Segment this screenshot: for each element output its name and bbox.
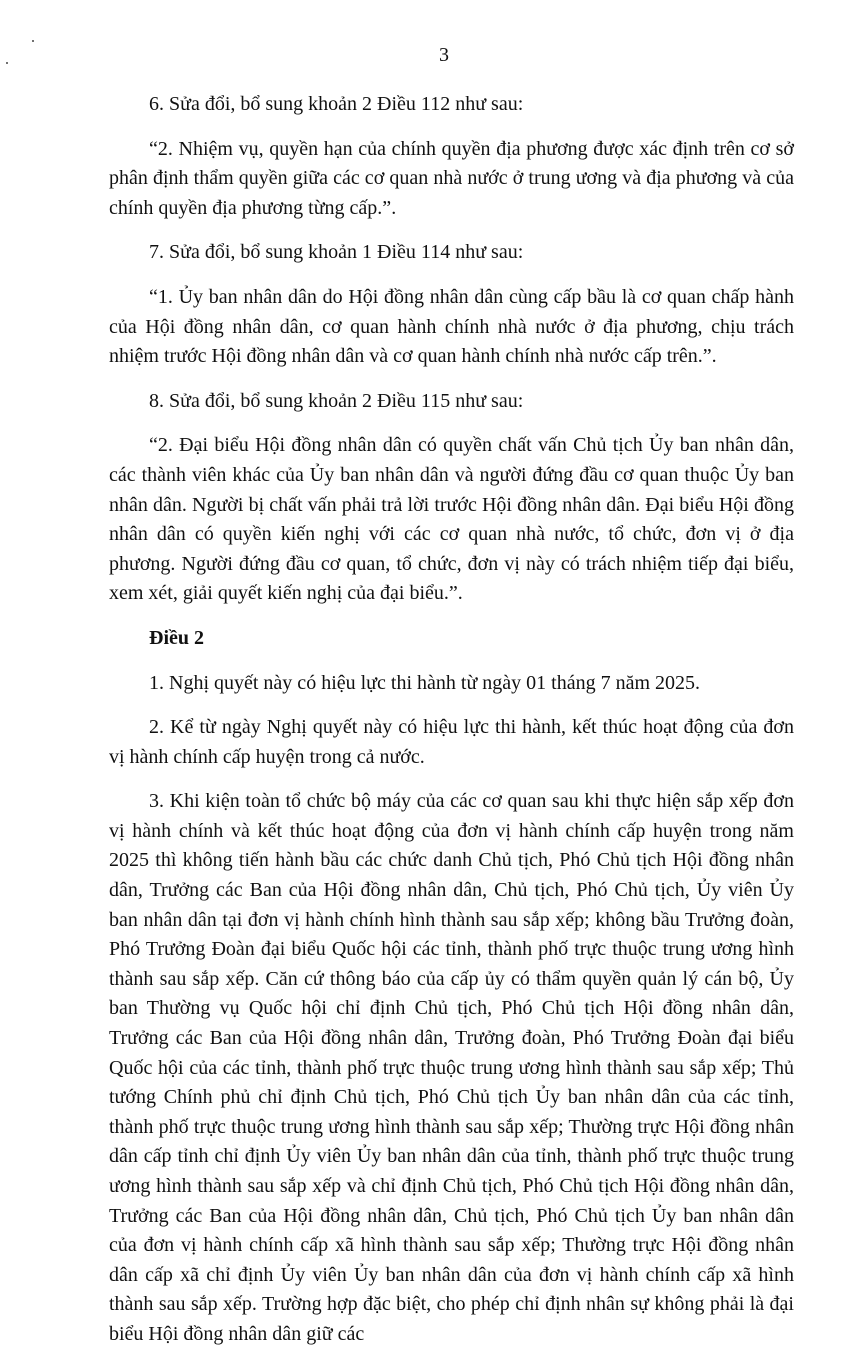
article2-clause-1: 1. Nghị quyết này có hiệu lực thi hành từ ngày 01 tháng 7 năm 2025. <box>149 671 701 694</box>
amendment-6-text: “2. Nhiệm vụ, quyền hạn của chính quyền địa phương được xác định trên cơ sở phân định thẩm quyền giữa các cơ quan nhà nước ở trung ương và địa phương và của chính quyền địa phương từng cấp.”. <box>109 137 794 219</box>
scan-speck <box>32 40 34 42</box>
page-number: 3 <box>439 44 449 66</box>
document-body <box>109 90 794 1365</box>
amendment-8-intro: 8. Sửa đổi, bổ sung khoản 2 Điều 115 như sau: <box>149 389 524 412</box>
amendment-8-text: “2. Đại biểu Hội đồng nhân dân có quyền chất vấn Chủ tịch Ủy ban nhân dân, các thành viên khác của Ủy ban nhân dân và người đứng đầu cơ quan thuộc Ủy ban nhân dân. Người bị chất vấn phải trả lời trước Hội đồng nhân dân. Đại biểu Hội đồng nhân dân có quyền kiến nghị với các cơ quan nhà nước, tổ chức, đơn vị ở địa phương. Người đứng đầu cơ quan, tổ chức, đơn vị này có trách nhiệm tiếp đại biểu, xem xét, giải quyết kiến nghị của đại biểu.”. <box>109 434 794 605</box>
amendment-7-text: “1. Ủy ban nhân dân do Hội đồng nhân dân cùng cấp bầu là cơ quan chấp hành của Hội đồng nhân dân, cơ quan hành chính nhà nước ở địa phương, chịu trách nhiệm trước Hội đồng nhân dân và cơ quan hành chính nhà nước cấp trên.”. <box>109 285 794 368</box>
article2-clause-2: 2. Kể từ ngày Nghị quyết này có hiệu lực thi hành, kết thúc hoạt động của đơn vị hành chính cấp huyện trong cả nước. <box>109 716 794 768</box>
amendment-7-intro: 7. Sửa đổi, bổ sung khoản 1 Điều 114 như sau: <box>149 241 524 264</box>
amendment-6-intro: 6. Sửa đổi, bổ sung khoản 2 Điều 112 như sau: <box>149 93 524 115</box>
article-heading: Điều 2 <box>149 626 204 649</box>
article2-clause-3: 3. Khi kiện toàn tổ chức bộ máy của các cơ quan sau khi thực hiện sắp xếp đơn vị hành chính và kết thúc hoạt động của đơn vị hành chính cấp huyện trong năm 2025 thì không tiến hành bầu các chức danh Chủ tịch, Phó Chủ tịch Hội đồng nhân dân, Trưởng các Ban của Hội đồng nhân dân, Chủ tịch, Phó Chủ tịch, Ủy viên Ủy ban nhân dân tại đơn vị hành chính hình thành sau sắp xếp; không bầu Trưởng đoàn, Phó Trưởng Đoàn đại biểu Quốc hội các tỉnh, thành phố trực thuộc trung ương hình thành sau sắp xếp. Căn cứ thông báo của cấp ủy có thẩm quyền quản lý cán bộ, Ủy ban Thường vụ Quốc hội chỉ định Chủ tịch, Phó Chủ tịch Hội đồng nhân dân, Trưởng các Ban của Hội đồng nhân dân, Trưởng đoàn, Phó Trưởng Đoàn đại biểu Quốc hội của các tỉnh, thành phố trực thuộc trung ương hình thành sau sắp xếp; Thủ tướng Chính phủ chỉ định Chủ tịch, Phó Chủ tịch Ủy ban nhân dân của các tỉnh, thành phố trực thuộc trung ương hình thành sau sắp xếp; Thường trực Hội đồng nhân dân cấp tỉnh chỉ định Ủy viên Ủy ban nhân dân của tỉnh, thành phố trực thuộc trung ương hình thành sau sắp xếp và chỉ định Chủ tịch, Phó Chủ tịch Hội đồng nhân dân, Trưởng các Ban của Hội đồng nhân dân, Chủ tịch, Phó Chủ tịch Ủy ban nhân dân của đơn vị hành chính cấp xã hình thành sau sắp xếp; Thường trực Hội đồng nhân dân cấp xã chỉ định Ủy viên Ủy ban nhân dân của đơn vị hành chính cấp xã hình thành sau sắp xếp. Trường hợp đặc biệt, cho phép chỉ định nhân sự không phải là đại biểu Hội đồng nhân dân giữ các <box>109 790 794 1345</box>
